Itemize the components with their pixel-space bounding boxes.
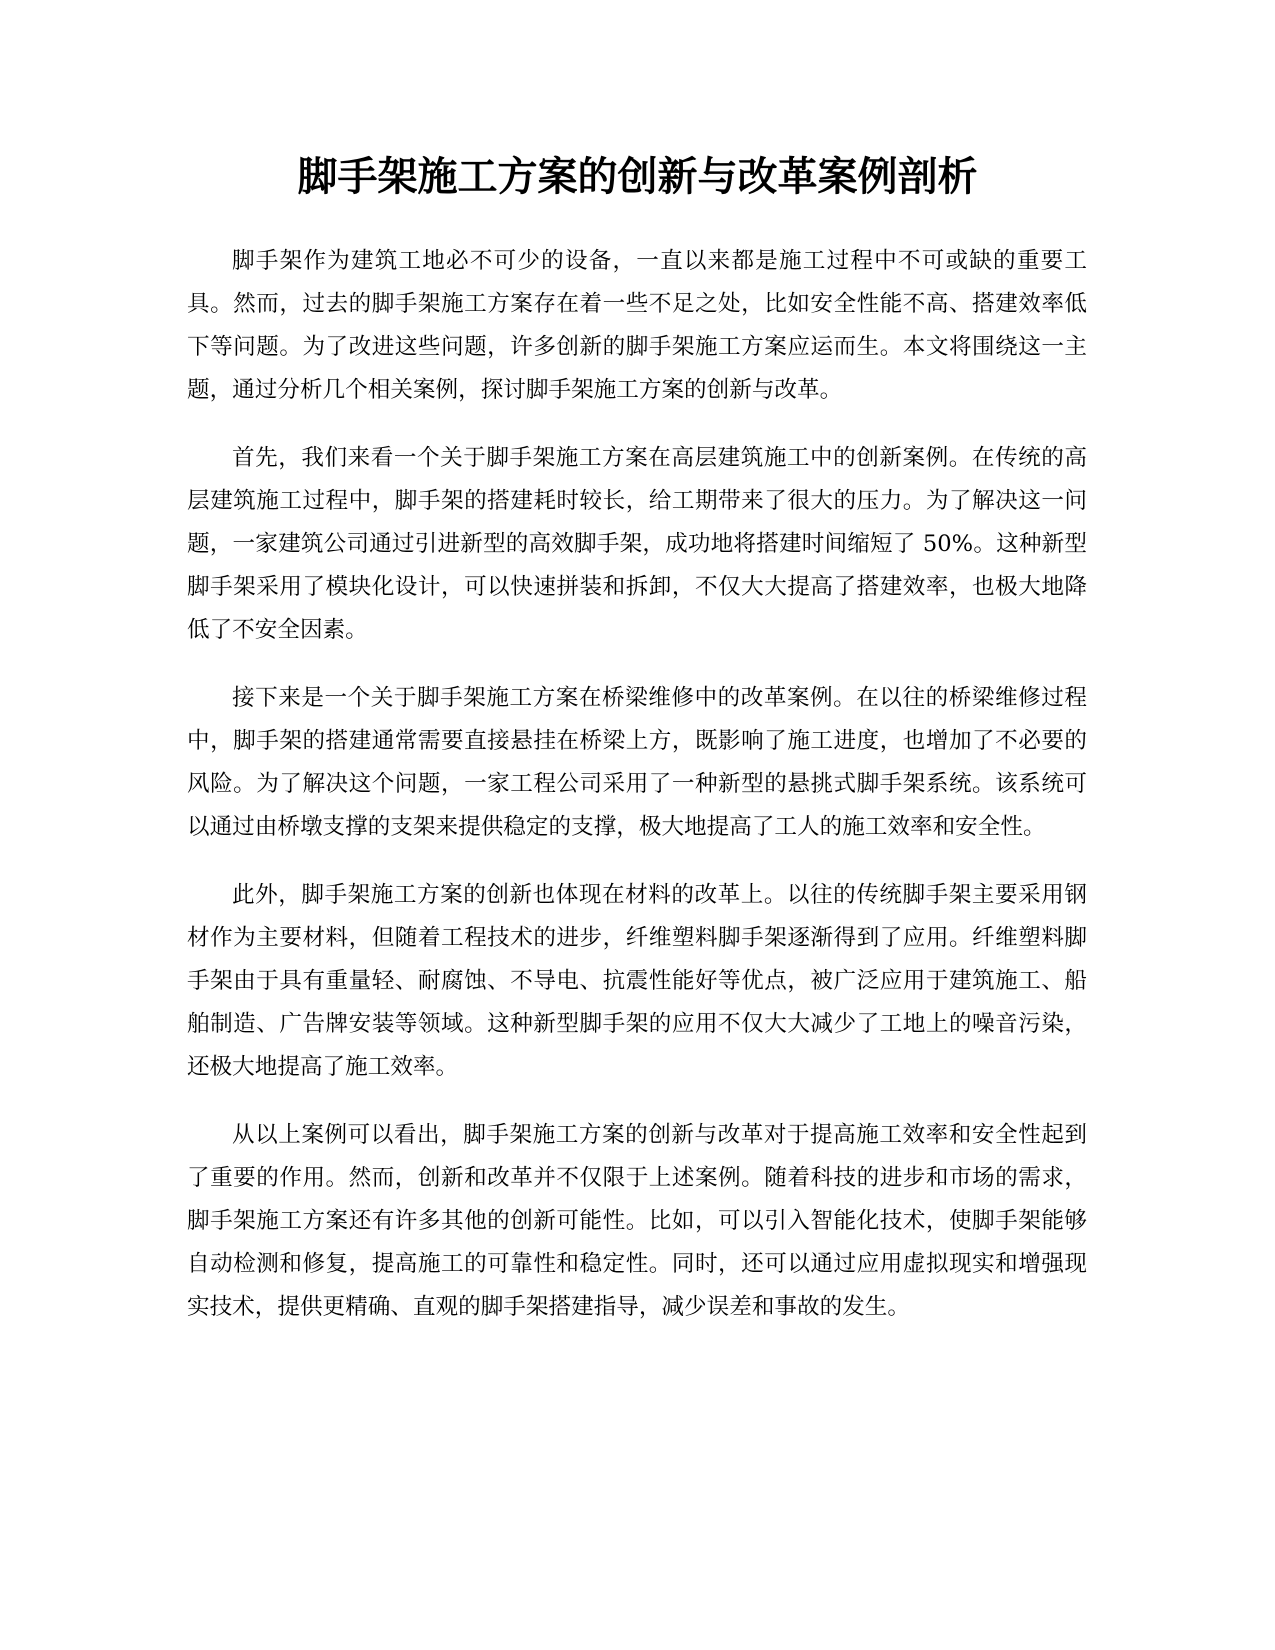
paragraph-conclusion: 从以上案例可以看出，脚手架施工方案的创新与改革对于提高施工效率和安全性起到了重要的作用。然而，创新和改革并不仅限于上述案例。随着科技的进步和市场的需求，脚手架施工方案还有许多其他的创新可能性。比如，可以引入智能化技术，使脚手架能够自动检测和修复，提高施工的可靠性和稳定性。同时，还可以通过应用虚拟现实和增强现实技术，提供更精确、直观的脚手架搭建指导，减少误差和事故的发生。 <box>187 1122 1087 1320</box>
document-title: 脚手架施工方案的创新与改革案例剖析 <box>297 154 978 200</box>
paragraph-case-high-rise: 首先，我们来看一个关于脚手架施工方案在高层建筑施工中的创新案例。在传统的高层建筑施工过程中，脚手架的搭建耗时较长，给工期带来了很大的压力。为了解决这一问题，一家建筑公司通过引进新型的高效脚手架，成功地将搭建时间缩短了 50%。这种新型脚手架采用了模块化设计，可以快速拼装和拆卸，不仅大大提高了搭建效率，也极大地降低了不安全因素。 <box>187 445 1087 643</box>
paragraph-case-materials: 此外，脚手架施工方案的创新也体现在材料的改革上。以往的传统脚手架主要采用钢材作为主要材料，但随着工程技术的进步，纤维塑料脚手架逐渐得到了应用。纤维塑料脚手架由于具有重量轻、耐腐蚀、不导电、抗震性能好等优点，被广泛应用于建筑施工、船舶制造、广告牌安装等领域。这种新型脚手架的应用不仅大大减少了工地上的噪音污染，还极大地提高了施工效率。 <box>187 882 1087 1080</box>
paragraph-intro: 脚手架作为建筑工地必不可少的设备，一直以来都是施工过程中不可或缺的重要工具。然而，过去的脚手架施工方案存在着一些不足之处，比如安全性能不高、搭建效率低下等问题。为了改进这些问题，许多创新的脚手架施工方案应运而生。本文将围绕这一主题，通过分析几个相关案例，探讨脚手架施工方案的创新与改革。 <box>187 248 1087 403</box>
paragraph-case-bridge: 接下来是一个关于脚手架施工方案在桥梁维修中的改革案例。在以往的桥梁维修过程中，脚手架的搭建通常需要直接悬挂在桥梁上方，既影响了施工进度，也增加了不必要的风险。为了解决这个问题，一家工程公司采用了一种新型的悬挑式脚手架系统。该系统可以通过由桥墩支撑的支架来提供稳定的支撑，极大地提高了工人的施工效率和安全性。 <box>187 685 1087 840</box>
document-body <box>187 240 1087 1354</box>
